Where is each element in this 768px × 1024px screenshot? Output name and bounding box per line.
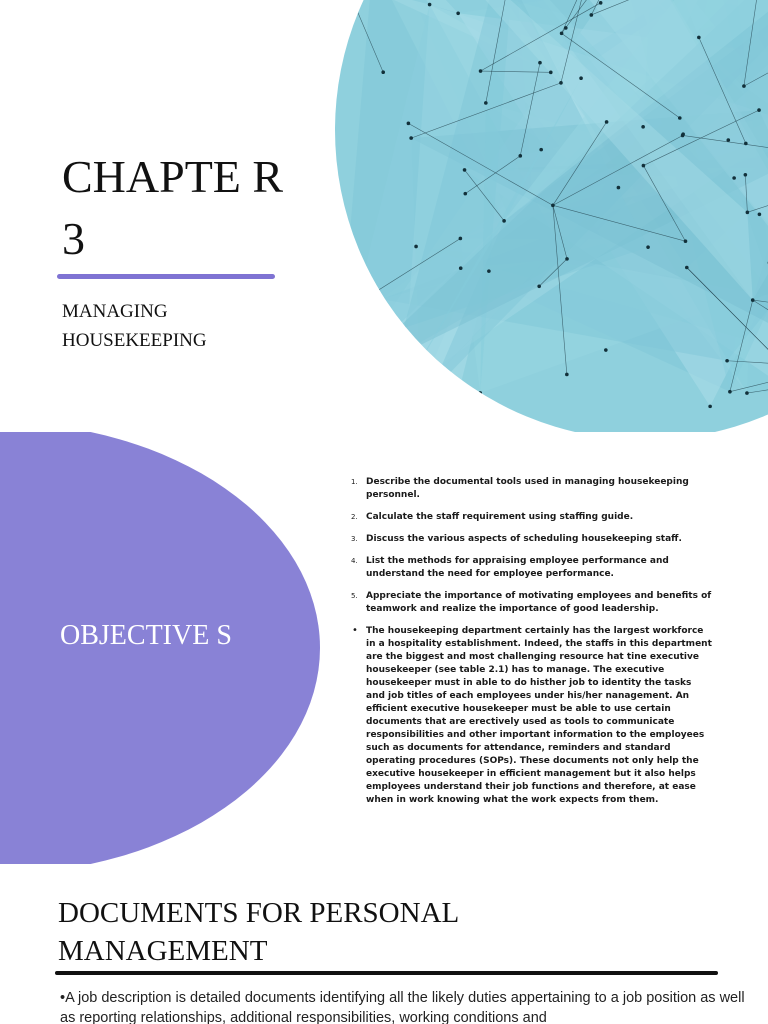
mesh-node [414,245,418,249]
mesh-node [599,1,603,5]
chapter-subtitle: MANAGING HOUSEKEEPING [62,301,207,351]
objective-marker: 4. [351,557,358,565]
mesh-node [428,392,432,396]
mesh-node [502,219,506,223]
objective-marker: 2. [351,513,358,521]
mesh-node [346,376,350,380]
mesh-node [518,154,522,158]
mesh-node [726,138,730,142]
mesh-node [742,84,746,88]
chapter-title: CHAPTE R 3 [62,151,284,264]
title-underline [57,274,275,279]
documents-title: DOCUMENTS FOR PERSONAL MANAGEMENT [58,897,459,967]
mesh-node [560,32,564,36]
objective-text: The housekeeping department certainly has the largest workforce in a hospitality establishment. Indeed, the staffs in this department are the biggest and most challenging resource hat tine executive housekeeper (see table 2.1) has to manage. The executive housekeeper must in able to do histher job to identity the tasks and job titles of each employees under his/her nanagement. An efficient executive housekeeper must be able to use certain documents that are erectively used as tools to communicate responsibilities and other important information to the employees such as documents for attendance, reminders and standard operating procedures (SOPs). These documents not only help the executive housekeeper in efficient management but it also helps employees understand their job functions and therefore, at ease when in work knowing what the work expects from them. [366,626,712,805]
objective-item [348,511,712,524]
mesh-node [641,125,645,129]
mesh-node [484,101,488,105]
mesh-node [744,142,748,146]
bullet-marker: • [352,625,358,636]
objective-text: Describe the documental tools used in managing housekeeping personnel. [366,477,689,500]
mesh-node [605,120,609,124]
mesh-node [549,71,553,75]
mesh-node [579,76,583,80]
objectives-title: OBJECTIVE S [60,620,232,651]
objectives-list [348,476,712,816]
mesh-node [463,168,467,172]
mesh-node [463,192,467,196]
mesh-node [685,266,689,270]
mesh-node [590,13,594,17]
mesh-node [539,148,543,152]
objective-item [348,555,712,581]
mesh-node [366,295,370,299]
mesh-node [335,384,339,388]
mesh-node [757,108,761,112]
mesh-node [642,164,646,168]
mesh-node [646,245,650,249]
mesh-node [450,419,454,423]
objective-text: List the methods for appraising employee performance and understand the need for employee performance. [366,556,669,579]
mesh-node [380,297,384,301]
mesh-node [565,257,569,261]
mesh-node [678,116,682,120]
mesh-line [337,386,404,390]
documents-body-text: •A job description is detailed documents identifying all the likely duties appertaining to a job position as well as reporting relationships, additional responsibilities, working conditions and [60,990,745,1024]
title-rule [55,971,718,975]
mesh-node [402,326,406,330]
slide-documents [0,864,768,1024]
mesh-node [728,390,732,394]
mesh-node [604,348,608,352]
mesh-node [459,237,463,241]
objective-marker: 3. [351,535,358,543]
objective-item [348,533,712,546]
mesh-node [407,122,411,126]
mesh-node [409,136,413,140]
mesh-node [537,284,541,288]
mesh-node [487,269,491,273]
mesh-node [565,373,569,377]
mesh-node [478,391,482,395]
mesh-node [428,3,432,7]
mesh-node [746,211,750,215]
mesh-node [402,388,406,392]
mesh-node [617,186,621,190]
slide-chapter-title [0,0,768,432]
mesh-node [681,132,685,136]
mesh-node [564,26,568,30]
slide-objectives [0,432,768,864]
network-globe-image [335,0,768,432]
objective-item [348,476,712,502]
mesh-node [419,390,423,394]
mesh-node [744,173,748,177]
objective-item [348,590,712,616]
mesh-node [697,36,701,40]
mesh-node [551,204,555,208]
objective-paragraph [348,625,712,807]
objective-text: Discuss the various aspects of scheduling housekeeping staff. [366,534,682,544]
mesh-node [381,70,385,74]
mesh-node [708,405,712,409]
mesh-node [684,239,688,243]
objective-marker: 1. [351,478,358,486]
mesh-node [479,69,483,73]
mesh-node [745,391,749,395]
mesh-node [538,61,542,65]
mesh-node [459,266,463,270]
objective-marker: 5. [351,592,358,600]
objective-text: Appreciate the importance of motivating employees and benefits of teamwork and realize the importance of good leadership. [366,591,712,614]
mesh-node [456,11,460,15]
mesh-node [725,359,729,363]
network-mesh-graphic [335,0,768,432]
mesh-node [751,298,755,302]
objective-text: Calculate the staff requirement using staffing guide. [366,512,634,522]
mesh-node [559,81,563,85]
mesh-node [758,212,762,216]
mesh-node [732,176,736,180]
